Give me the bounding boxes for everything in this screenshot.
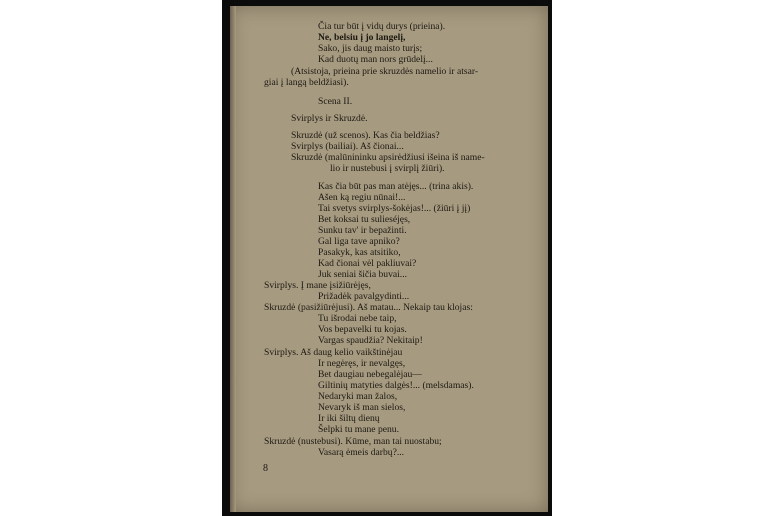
verse-line: Sunku tav' ir bepažinti.	[318, 225, 407, 236]
characters-heading: Svirplys ir Skruzdė.	[291, 113, 368, 124]
stage-direction: lio ir nustebusi į svirplį žiūri).	[330, 163, 445, 174]
verse-line: Vos bepavelki tu kojas.	[318, 324, 407, 335]
verse-line: Tu išrodai nebe taip,	[318, 313, 397, 324]
dialogue-line: Svirplys (bailiai). Aš čionai...	[291, 141, 404, 152]
page-number: 8	[263, 463, 268, 474]
verse-line: Kas čia būt pas man atėjęs... (trina akis).	[318, 181, 474, 192]
dialogue-line: Skruzdė (pasižiūrėjusi). Aš matau... Nekaip tau klojas:	[264, 302, 473, 313]
verse-line: Ir negėręs, ir nevalgęs,	[318, 358, 406, 369]
verse-line: Šelpki tu mane penu.	[318, 424, 399, 435]
dialogue-line: Skruzdė (nustebusi). Kūme, man tai nuostabu;	[264, 436, 442, 447]
scene-heading: Scena II.	[318, 96, 353, 107]
verse-line: Tai svetys svirplys-šokėjas!... (žiūri į jį)	[318, 203, 471, 214]
verse-line: Ir iki šiltų dienų	[318, 413, 380, 424]
stage-direction: (Atsistoja, prieina prie skruzdės namelio ir atsar-	[291, 66, 479, 77]
text-line: Ne, belsiu į jo langelį,	[318, 32, 406, 43]
verse-line: Bet koksai tu sulieséjęs,	[318, 214, 411, 225]
text-line: Čia tur būt į vidų durys (prieina).	[318, 21, 446, 32]
dialogue-line: Skruzdė (už scenos). Kas čia beldžias?	[291, 130, 440, 141]
text-line: Sako, jis daug maisto turįs;	[318, 43, 423, 54]
dialogue-line: Skruzdė (malūnininku apsirėdžiusi išeina iš name-	[291, 152, 485, 163]
verse-line: Pasakyk, kas atsitiko,	[318, 247, 401, 258]
verse-line: Kad čionai vėl pakliuvai?	[318, 258, 417, 269]
verse-line: Juk seniai šičia buvai...	[318, 269, 407, 280]
verse-line: Prižadėk pavalgydinti...	[318, 291, 410, 302]
verse-line: Vargas spaudžia? Nekitaip!	[318, 335, 423, 346]
verse-line: Ašen ką regiu nūnai!...	[318, 192, 406, 203]
dialogue-line: Svirplys. Į mane įsižiūrėjęs,	[264, 280, 371, 291]
verse-line: Vasarą ėmeis darbų?...	[318, 447, 405, 458]
text-line: Kad duotų man nors grūdelį...	[318, 54, 433, 65]
verse-line: Nevaryk iš man sielos,	[318, 402, 406, 413]
dialogue-line: Svirplys. Aš daug kelio vaikštinėjau	[264, 347, 403, 358]
verse-line: Gal liga tave apniko?	[318, 236, 400, 247]
verse-line: Nedaryki man žalos,	[318, 391, 398, 402]
verse-line: Giltinių matyties dalgės!... (melsdamas).	[318, 380, 474, 391]
verse-line: Bet daugiau nebegalėjau—	[318, 369, 422, 380]
page-edge-shadow	[230, 6, 236, 512]
stage-direction: giai į langą beldžiasi).	[264, 77, 349, 88]
